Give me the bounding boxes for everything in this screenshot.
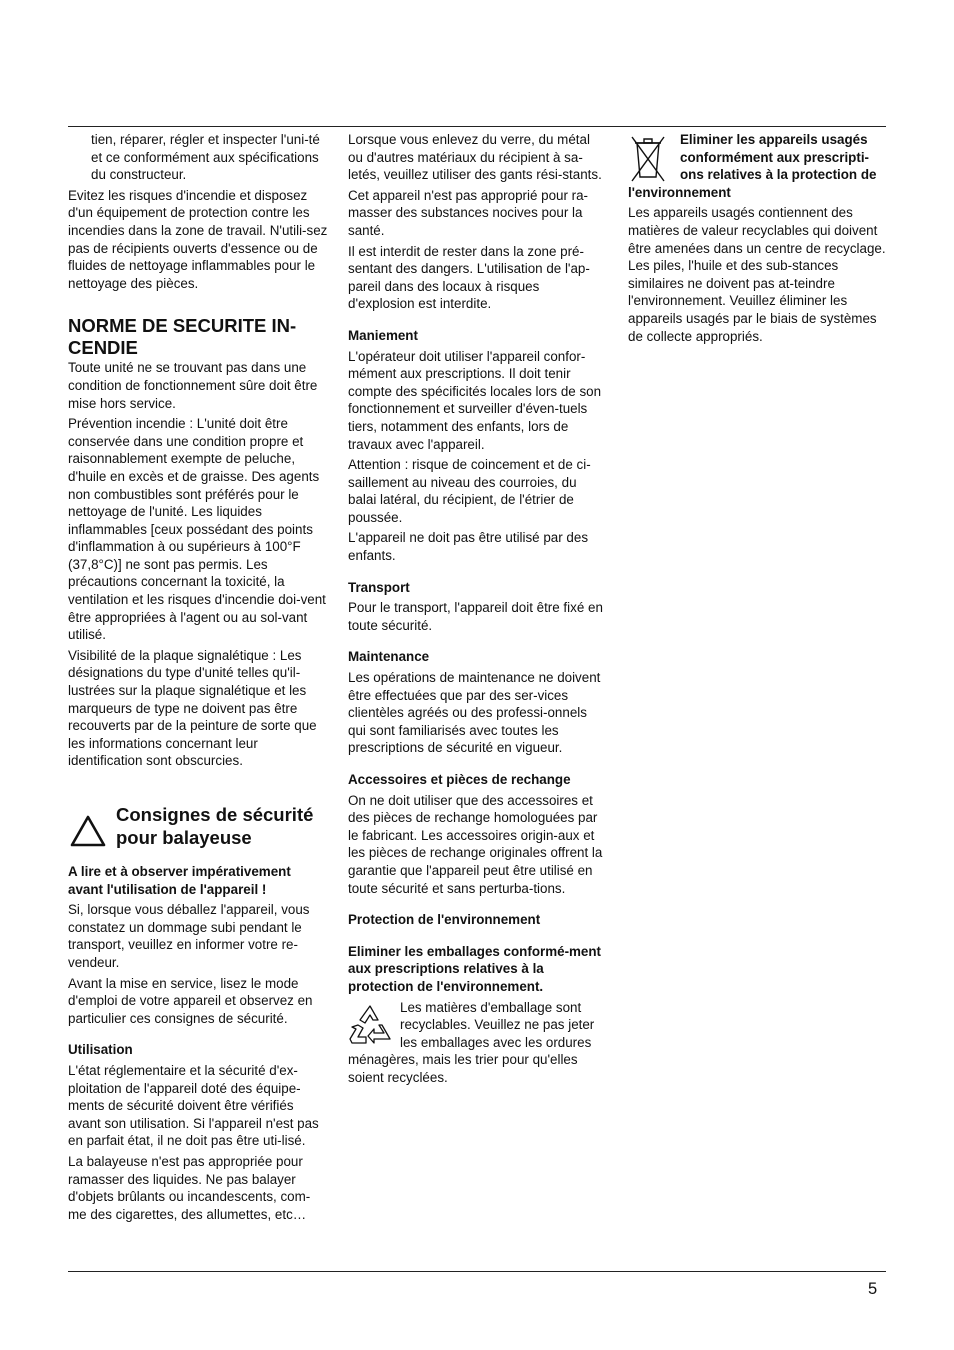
handling-paragraph-1: L'opérateur doit utiliser l'appareil confor-mément aux prescriptions. Il doit tenir compte des spécificités locales lors de son fonctionnement et surveiller d'éven-tuels tiers, notamment des enfants, lors de travaux avec l'appareil.	[348, 348, 602, 452]
handling-paragraph-3: L'appareil ne doit pas être utilisé par des enfants.	[348, 530, 589, 564]
usage-paragraph-2: La balayeuse n'est pas appropriée pour ramasser des liquides. Ne pas balayer d'objets brûlants ou incandescents, com-me des cigarettes, des allumettes, etc…	[68, 1153, 311, 1222]
crossed-bin-icon	[628, 133, 668, 183]
transport-paragraph: Pour le transport, l'appareil doit être fixé en toute sécurité.	[348, 600, 603, 633]
warning-triangle-icon	[70, 815, 106, 847]
fire-safety-paragraph-3: Visibilité de la plaque signalétique : Les désignations du type d'unité telles qu'il-lustrées sur la plaque signalétique et les marqueurs de type ne doivent pas être recouverts par de la peinture de sorte que les informations concernant leur identification sont obscurcies.	[68, 647, 317, 769]
safety-section-header	[68, 803, 328, 851]
read-paragraph-1: Si, lorsque vous déballez l'appareil, vous constatez un dommage subi pendant le transport, veuillez en informer votre re-vendeur.	[68, 902, 310, 970]
transport-heading: Transport	[348, 579, 410, 595]
usage-heading: Utilisation	[68, 1042, 133, 1058]
packaging-block	[348, 999, 608, 1090]
fire-safety-paragraph-2: Prévention incendie : L'unité doit être conservée dans une condition propre et raisonnablement exempte de peluche, d'huile en excès et de graisse. Des agents non combustibles sont préférés pour le nettoyage de l'unité. Les liquides inflammables [ceux possédant des points d'inflammation à ou supérieurs à 100°F (37,8°C)] ne sont pas permis. Les précautions concernant la toxicité, la ventilation et les risques d'incendie doi-vent être appropriées à l'agent ou au sol-vant utilisé.	[68, 416, 326, 643]
intro-text-continued: tien, réparer, régler et inspecter l'uni-té et ce conformément aux spécifications du constructeur.	[91, 132, 320, 183]
packaging-heading: Eliminer les emballages conformé-ment aux prescriptions relatives à la protection de l'environnement.	[348, 943, 602, 994]
recycle-icon	[348, 1003, 392, 1049]
disposal-block	[628, 131, 888, 204]
maintenance-paragraph: Les opérations de maintenance ne doivent être effectuées que par des ser-vices clientèles agréés ou des professi-onnels qui sont familiarisés avec toutes les prescriptions de sécurité en vigueur.	[348, 670, 601, 756]
disposal-heading: Eliminer les appareils usagés conformément aux prescripti-ons relatives à la protection de l'environnement	[628, 132, 877, 200]
fire-safety-heading: NORME DE SECURITE IN-CENDIE	[68, 315, 297, 359]
column-1	[68, 131, 328, 1226]
read-paragraph-2: Avant la mise en service, lisez le mode d'emploi de votre appareil et observez en particulier ces consignes de sécurité.	[68, 975, 313, 1026]
handling-paragraph-2: Attention : risque de coincement et de ci-saillement au niveau des courroies, du balai latéral, du récipient, de l'étrier de poussée.	[348, 457, 591, 525]
packaging-paragraph: Les matières d'emballage sont recyclables. Veuillez ne pas jeter les emballages avec les ordures ménagères, mais les trier pour qu'elles soient recyclées.	[348, 999, 595, 1085]
maintenance-heading: Maintenance	[348, 649, 430, 665]
fire-risk-paragraph: Evitez les risques d'incendie et disposez d'un équipement de protection contre les incendies dans la zone de travail. N'utili-sez pas de récipients ouverts d'essence ou de fluides de nettoyage inflammables pour le nettoyage des pièces.	[68, 187, 328, 291]
danger-zone-paragraph: Il est interdit de rester dans la zone pré-sentant des dangers. L'utilisation de l'ap-pareil dans des locaux à risques d'explosion est interdite.	[348, 243, 590, 312]
bottom-rule	[68, 1271, 886, 1272]
top-rule	[68, 126, 886, 127]
accessories-paragraph: On ne doit utiliser que des accessoires et des pièces de rechange homologuées par le fabricant. Les accessoires origin-aux et les pièces de rechange originales offrent la garantie que l'appareil peut être utilisé en toute sécurité et sans perturba-tions.	[348, 792, 603, 896]
fire-safety-paragraph-1: Toute unité ne se trouvant pas dans une condition de fonctionnement sûre doit être mise hors service.	[68, 360, 318, 411]
column-2	[348, 131, 608, 1090]
usage-paragraph-1: L'état réglementaire et la sécurité d'ex-ploitation de l'appareil doté des équipe-ments de sécurité doivent être vérifiés avant son utilisation. Si l'appareil n'est pas en parfait état, il ne doit pas être uti-lisé.	[68, 1062, 319, 1149]
page-number: 5	[868, 1280, 878, 1298]
glass-removal-paragraph: Lorsque vous enlevez du verre, du métal ou d'autres matériaux du récipient à sa-letés, veuillez utiliser des gants rési-stants.	[348, 132, 602, 183]
read-before-use-heading: A lire et à observer impérativement avant l'utilisation de l'appareil !	[68, 864, 291, 897]
safety-heading: Consignes de sécurité pour balayeuse	[116, 804, 314, 848]
disposal-paragraph: Les appareils usagés contiennent des matières de valeur recyclables qui doivent être amenées dans un centre de recyclage. Les piles, l'huile et des sub-stances similaires ne doivent pas at-teindre l'environnement. Veuillez éliminer les appareils usagés par le biais de systèmes de collecte appropriés.	[628, 205, 886, 344]
handling-heading: Maniement	[348, 327, 418, 343]
harmful-substances-paragraph: Cet appareil n'est pas approprié pour ra-masser des substances nocives pour la santé.	[348, 187, 589, 238]
accessories-heading: Accessoires et pièces de rechange	[348, 772, 571, 787]
environment-heading: Protection de l'environnement	[348, 912, 541, 928]
column-3	[628, 131, 888, 348]
